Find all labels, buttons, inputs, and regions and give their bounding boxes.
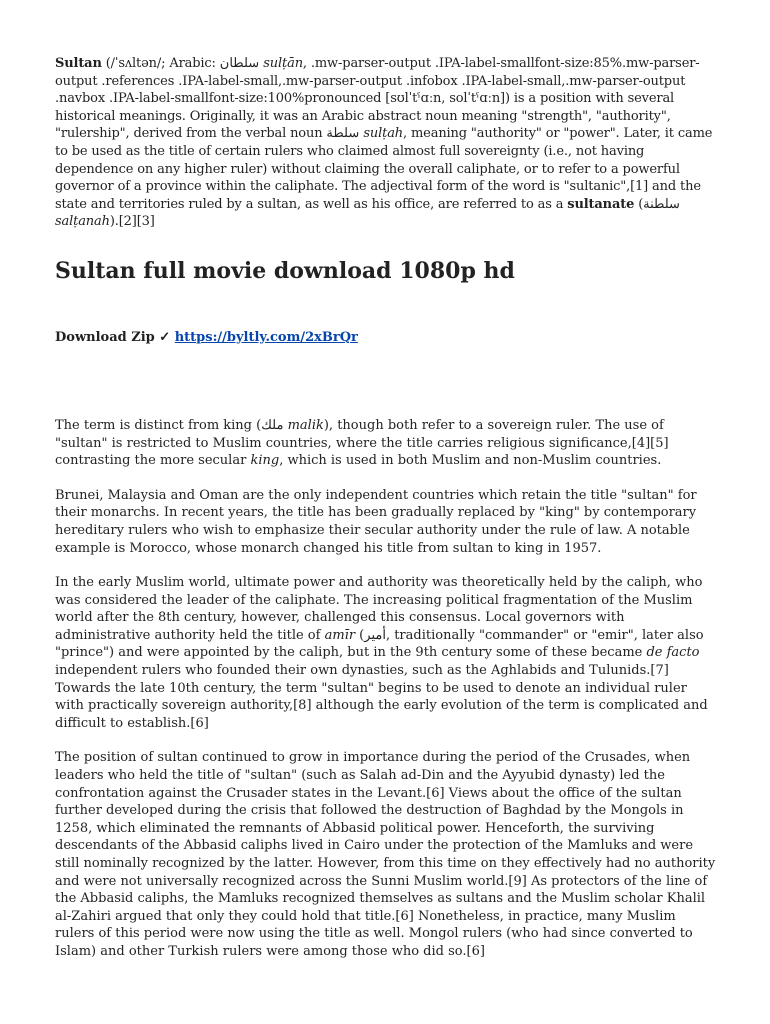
paragraph-crusades: The position of sultan continued to grow in importance during the period of the Crusades, when leaders who held the title of "sultan" (such as Salah ad-Din and the Ayyubid dynasty) led the confrontation against the Crusader states in the Levant.[6] Views about the office of the sultan further developed during the crisis that followed the destruction of Baghdad by the Mongols in 1258, which eliminated the remnants of Abbasid political power. Henceforth, the surviving descendants of the Abbasid caliphs lived in Cairo under the protection of the Mamluks and were still nominally recognized by the latter. However, from this time on they effectively had no authority and were not universally recognized across the Sunni Muslim world.[9] As protectors of the line of the Abbasid caliphs, the Mamluks recognized themselves as sultans and the Muslim scholar Khalil al-Zahiri argued that only they could hold that title.[6] Nonetheless, in practice, many Muslim rulers of this period were now using the title as well. Mongol rulers (who had since converted to Islam) and other Turkish rulers were among those who did so.[6]: [55, 750, 716, 959]
download-line: [55, 329, 717, 347]
p1-text-a: The term is distinct from king (: [55, 417, 262, 433]
arabic-sultah: سلطة: [326, 126, 360, 142]
intro-paragraph: [55, 55, 717, 231]
intro-paren: (: [634, 196, 644, 212]
intro-pronunciation: (/ˈsʌltən/; Arabic:: [101, 56, 220, 71]
intro-text-3: ).[2][3]: [109, 214, 155, 230]
arabic-amir: أمير: [364, 627, 386, 643]
translit-sultan: sulṭān: [259, 56, 303, 71]
word-amir: amīr: [324, 627, 356, 643]
p3-text-c: , traditionally "commander" or "emir", later also "prince") and were appointed by the caliph, but in the 9th century some of these became: [55, 627, 704, 661]
download-label: Download Zip: [55, 329, 160, 345]
intro-text-2: , meaning "authority" or "power". Later, it came to be used as the title of certain rulers who claimed almost full sovereignty (i.e., not having dependence on any higher ruler) without claiming the overall caliphate, or to refer to a powerful governor of a province within the caliphate. The adjectival form of the word is "sultanic",[1] and the state and territories ruled by a sultan, as well as his office, are referred to as a: [55, 126, 713, 212]
article: [55, 55, 717, 961]
download-arrow-icon: ✓: [159, 329, 171, 345]
page-title: Sultan full movie download 1080p hd: [55, 257, 515, 284]
p3-text-d: independent rulers who founded their own dynasties, such as the Aghlabids and Tulunids.[7] Towards the late 10th century, the term "sultan" begins to be used to denote an individual ruler with practically sovereign authority,[8] although the early evolution of the term is complicated and difficult to establish.[6]: [55, 663, 708, 731]
arabic-sultan: سلطان: [219, 56, 260, 71]
word-king: king: [250, 453, 280, 469]
term-sultan: Sultan: [55, 56, 102, 71]
arabic-saltanah: سلطنة: [643, 196, 680, 212]
p3-text-a: In the early Muslim world, ultimate power and authority was theoretically held by the caliph, who was considered the leader of the caliphate. The increasing political fragmentation of the Muslim world after the 8th century, however, challenged this consensus. Local governors with administrative authority held the title of: [55, 575, 703, 643]
download-link[interactable]: https://byltly.com/2xBrQr: [174, 329, 358, 345]
translit-sultah: sulṭah: [359, 126, 404, 142]
translit-saltanah: salṭanah: [55, 214, 110, 230]
arabic-malik: ملك: [261, 417, 284, 433]
p1-text-b: ), though both refer to a sovereign ruler. The use of "sultan" is restricted to Muslim countries, where the title carries religious significance,[4][5] contrasting the more secular: [55, 417, 669, 469]
p3-text-b: (: [355, 627, 365, 643]
paragraph-king: [55, 417, 717, 470]
translit-malik: malik: [283, 417, 324, 433]
term-sultanate: sultanate: [567, 196, 635, 212]
word-de-facto: de facto: [646, 645, 700, 661]
paragraph-early-world: [55, 574, 717, 732]
p1-text-c: , which is used in both Muslim and non-Muslim countries.: [279, 453, 662, 469]
intro-text-1: , .mw-parser-output .IPA-label-smallfont-size:85%.mw-parser-output .references .IPA-label-small,.mw-parser-output .infobox .IPA-label-small,.mw-parser-output .navbox .IPA-label-smallfont-size:100%pronounced [sʊlˈtˤɑːn, solˈtˤɑːn]) is a position with several historical meanings. Originally, it was an Arabic abstract noun meaning "strength", "authority", "rulership", derived from the verbal noun: [55, 56, 700, 142]
paragraph-countries: Brunei, Malaysia and Oman are the only independent countries which retain the title "sultan" for their monarchs. In recent years, the title has been gradually replaced by "king" by contemporary hereditary rulers who wish to emphasize their secular authority under the rule of law. A notable example is Morocco, whose monarch changed his title from sultan to king in 1957.: [55, 487, 697, 556]
